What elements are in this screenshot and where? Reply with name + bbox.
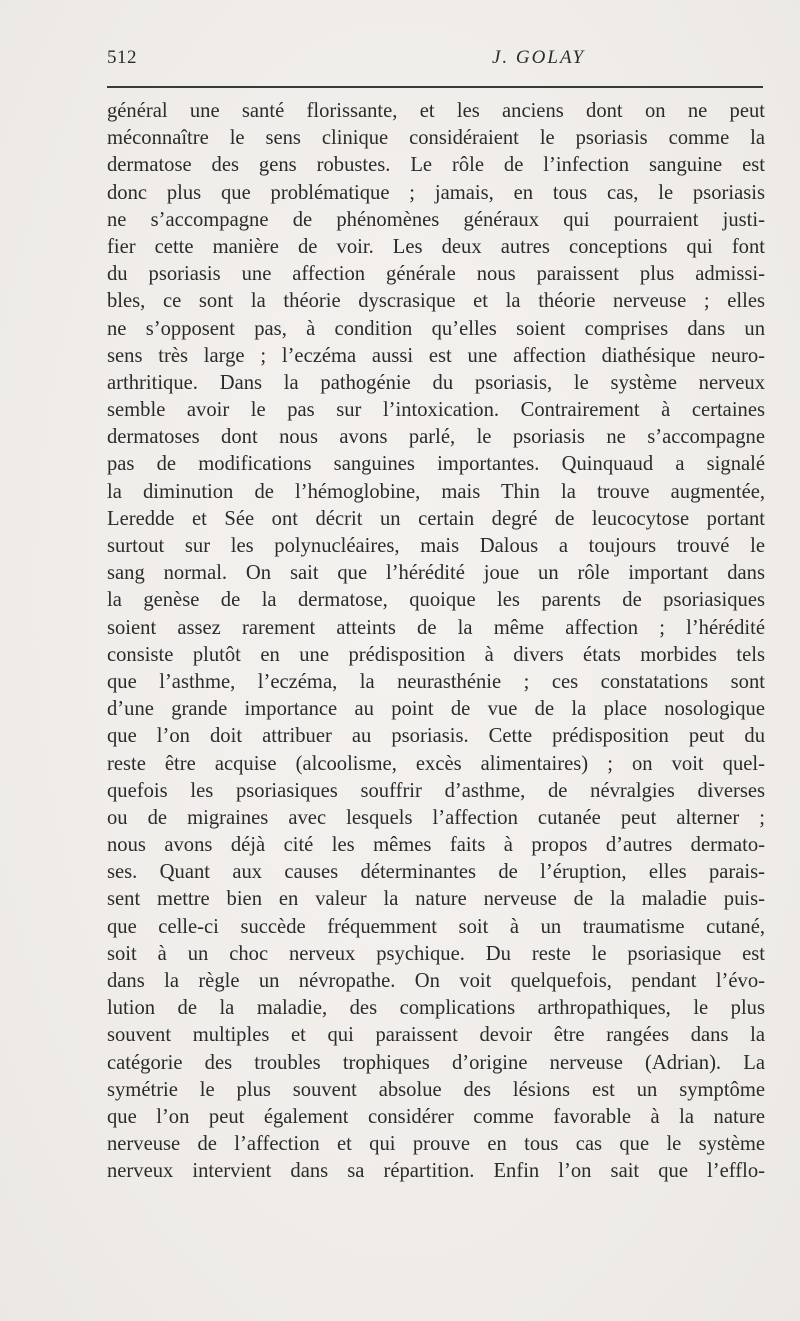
text-line: ne s’accompagne de phénomènes généraux qui pourraient justi- — [107, 208, 765, 231]
text-line: nous avons déjà cité les mêmes faits à propos d’autres dermato- — [107, 834, 765, 857]
text-line: ne s’opposent pas, à condition qu’elles soient comprises dans un — [107, 317, 765, 340]
text-line: ses. Quant aux causes déterminantes de l’éruption, elles parais- — [107, 861, 765, 884]
text-line: la diminution de l’hémoglobine, mais Thin la trouve augmentée, — [107, 480, 765, 503]
text-line: général une santé florissante, et les anciens dont on ne peut — [107, 100, 765, 122]
text-line: du psoriasis une affection générale nous paraissent plus admissi- — [107, 263, 765, 286]
body-text — [107, 98, 765, 1186]
text-line: donc plus que problématique ; jamais, en tous cas, le psoriasis — [107, 181, 765, 204]
header-rule — [107, 86, 763, 88]
text-line: semble avoir le pas sur l’intoxication. Contrairement à certaines — [107, 399, 765, 422]
text-line: nerveuse de l’affection et qui prouve en tous cas que le système — [107, 1133, 765, 1156]
text-line: sent mettre bien en valeur la nature nerveuse de la maladie puis- — [107, 888, 765, 911]
text-line: fier cette manière de voir. Les deux autres conceptions qui font — [107, 235, 765, 258]
text-line: dermatoses dont nous avons parlé, le psoriasis ne s’accompagne — [107, 426, 765, 449]
text-line: que l’on doit attribuer au psoriasis. Cette prédisposition peut du — [107, 725, 765, 748]
text-line: reste être acquise (alcoolisme, excès alimentaires) ; on voit quel- — [107, 752, 765, 775]
text-line: pas de modifications sanguines importantes. Quinquaud a signalé — [107, 453, 765, 476]
text-line: consiste plutôt en une prédisposition à divers états morbides tels — [107, 643, 765, 666]
page-number: 512 — [107, 47, 137, 68]
text-line: nerveux intervient dans sa répartition. Enfin l’on sait que l’efflo- — [107, 1160, 765, 1183]
text-line: Leredde et Sée ont décrit un certain degré de leucocytose portant — [107, 507, 765, 530]
text-line: quefois les psoriasiques souffrir d’asthme, de névralgies diverses — [107, 779, 765, 802]
text-line: que l’on peut également considérer comme favorable à la nature — [107, 1105, 765, 1128]
text-line: souvent multiples et qui paraissent devoir être rangées dans la — [107, 1024, 765, 1047]
text-line: lution de la maladie, des complications arthropathiques, le plus — [107, 997, 765, 1020]
running-head — [107, 47, 765, 73]
text-line: surtout sur les polynucléaires, mais Dalous a toujours trouvé le — [107, 535, 765, 557]
text-line: sens très large ; l’eczéma aussi est une affection diathésique neuro- — [107, 344, 765, 367]
text-line: dermatose des gens robustes. Le rôle de l’infection sanguine est — [107, 154, 765, 177]
text-line: méconnaître le sens clinique considéraient le psoriasis comme la — [107, 127, 765, 150]
text-line: catégorie des troubles trophiques d’origine nerveuse (Adrian). La — [107, 1051, 765, 1074]
text-line: arthritique. Dans la pathogénie du psoriasis, le système nerveux — [107, 371, 765, 394]
running-head-author: J. GOLAY — [492, 47, 586, 68]
text-line: dans la règle un névropathe. On voit quelquefois, pendant l’évo- — [107, 970, 765, 992]
text-line: soient assez rarement atteints de la même affection ; l’hérédité — [107, 616, 765, 639]
text-line: sang normal. On sait que l’hérédité joue un rôle important dans — [107, 562, 765, 585]
text-line: bles, ce sont la théorie dyscrasique et la théorie nerveuse ; elles — [107, 290, 765, 313]
text-line: symétrie le plus souvent absolue des lésions est un symptôme — [107, 1078, 765, 1101]
text-line: que celle-ci succède fréquemment soit à un traumatisme cutané, — [107, 915, 765, 938]
text-line: d’une grande importance au point de vue de la place nosologique — [107, 698, 765, 721]
text-line: ou de migraines avec lesquels l’affection cutanée peut alterner ; — [107, 806, 765, 829]
text-line: la genèse de la dermatose, quoique les parents de psoriasiques — [107, 589, 765, 612]
text-line: que l’asthme, l’eczéma, la neurasthénie ; ces constatations sont — [107, 670, 765, 693]
text-line: soit à un choc nerveux psychique. Du reste le psoriasique est — [107, 942, 765, 965]
